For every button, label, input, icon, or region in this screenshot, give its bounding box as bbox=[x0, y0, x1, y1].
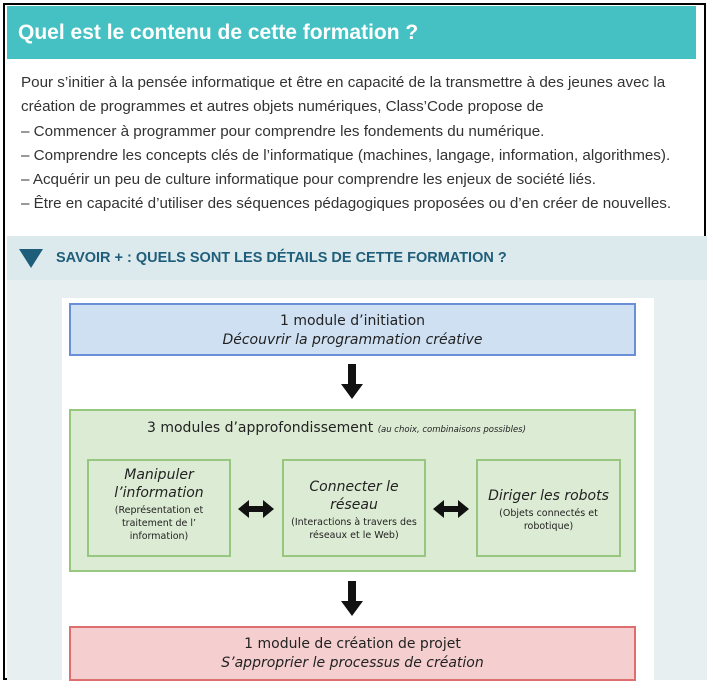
savoir-plus-label[interactable]: SAVOIR + : QUELS SONT LES DÉTAILS DE CETTE FORMATION ? bbox=[56, 250, 507, 266]
module-robots-box bbox=[476, 459, 621, 557]
intro-item-4: – Être en capacité d’utiliser des séquences pédagogiques proposées ou d’en créer de nouvelles. bbox=[21, 195, 672, 213]
module-information-subtitle: (Représentation et traitement de l’ information) bbox=[114, 505, 204, 542]
section-title: Quel est le contenu de cette formation ? bbox=[7, 6, 696, 59]
triangle-down-icon[interactable] bbox=[19, 249, 43, 268]
approfondissement-title: 3 modules d’approfondissement bbox=[147, 420, 374, 436]
double-arrow-icon bbox=[238, 500, 274, 518]
approfondissement-note: (au choix, combinaisons possibles) bbox=[377, 425, 526, 435]
intro-item-1: – Commencer à programmer pour comprendre les fondements du numérique. bbox=[21, 122, 545, 140]
savoir-plus-toggle[interactable] bbox=[7, 236, 707, 280]
double-arrow-icon bbox=[433, 500, 469, 518]
projet-title: 1 module de création de projet bbox=[244, 636, 461, 652]
intro-paragraph: Pour s’initier à la pensée informatique et être en capacité de la transmettre à des jeunes avec la création de programmes et autres objets numériques, Class’Code propose de bbox=[21, 74, 666, 116]
initiation-title: 1 module d’initiation bbox=[279, 313, 426, 329]
arrow-down-icon bbox=[340, 364, 364, 400]
projet-subtitle: S’approprier le processus de création bbox=[221, 655, 484, 671]
approfondissement-heading bbox=[71, 420, 634, 436]
module-reseau-subtitle: (Interactions à travers des réseaux et le Web) bbox=[291, 517, 417, 541]
module-reseau-box bbox=[282, 459, 426, 557]
intro-item-2: – Comprendre les concepts clés de l’informatique (machines, langage, information, algorithmes). bbox=[21, 146, 671, 164]
intro-text bbox=[21, 71, 701, 217]
module-robots-title: Diriger les robots bbox=[488, 488, 609, 504]
module-information-title: Manipuler l’information bbox=[114, 467, 204, 501]
module-information-box bbox=[87, 459, 231, 557]
initiation-subtitle: Découvrir la programmation créative bbox=[222, 332, 483, 348]
module-robots-subtitle: (Objets connectés et robotique) bbox=[499, 508, 598, 532]
intro-item-3: – Acquérir un peu de culture informatique pour comprendre les enjeux de société liés. bbox=[21, 171, 596, 189]
arrow-down-icon bbox=[340, 581, 364, 617]
module-reseau-title: Connecter le réseau bbox=[309, 479, 399, 513]
initiation-module-box bbox=[69, 303, 636, 356]
projet-module-box bbox=[69, 626, 636, 681]
